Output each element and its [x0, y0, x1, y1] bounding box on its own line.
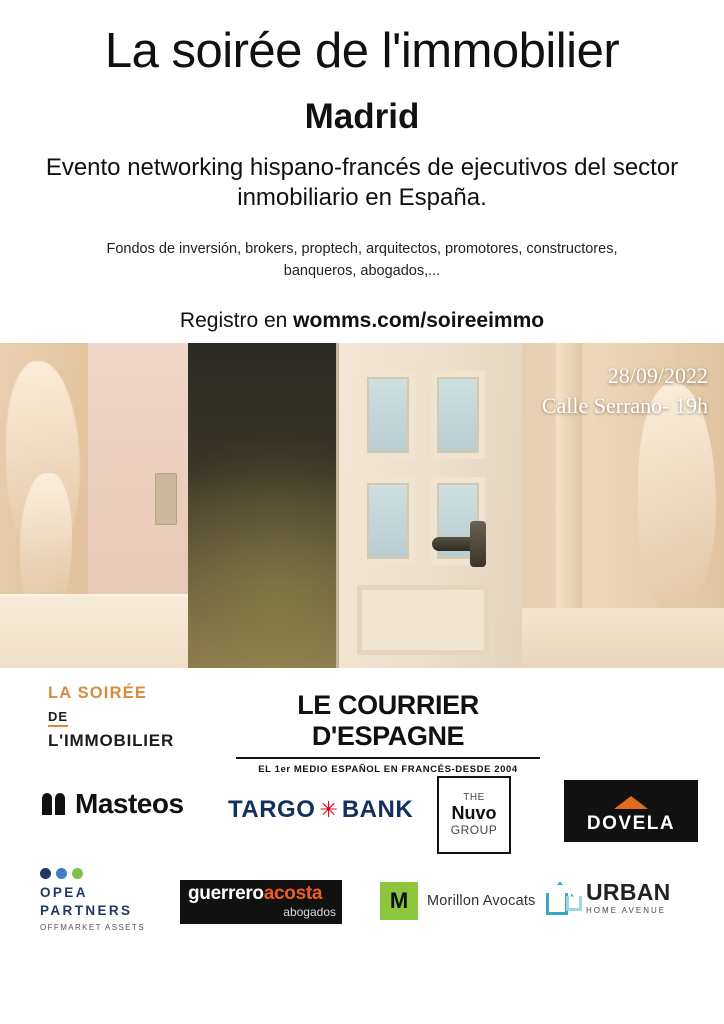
opea-line2: PARTNERS	[40, 902, 133, 918]
event-details-overlay	[542, 361, 708, 420]
logo-targobank	[228, 796, 413, 824]
courrier-divider	[236, 757, 540, 759]
guerrero-wordmark	[188, 884, 336, 903]
left-wall-baseboard	[0, 594, 188, 668]
morillon-wordmark: Morillon Avocats	[427, 892, 536, 909]
venue-photo	[0, 343, 724, 668]
door-handle-base	[470, 521, 486, 567]
courrier-tagline: EL 1er MEDIO ESPAÑOL EN FRANCÉS-DESDE 2004	[258, 763, 518, 775]
logo-urban-home-avenue	[546, 880, 671, 915]
guerrero-part2: acosta	[263, 882, 323, 904]
soiree-line1: LA SOIRÉE	[48, 683, 148, 702]
morillon-mark-icon: M	[380, 882, 418, 920]
urban-house-icon	[546, 881, 582, 915]
logo-le-courrier-despagne	[236, 690, 540, 775]
logo-morillon-avocats	[380, 882, 536, 920]
urban-words	[586, 880, 671, 915]
door	[336, 343, 522, 668]
dovela-wordmark: DOVELA	[586, 812, 676, 834]
targo-part2: BANK	[341, 795, 414, 823]
opea-dots-icon	[40, 868, 160, 879]
event-location: Calle Serrano- 19h	[541, 392, 708, 418]
registration-prefix: Registro en	[179, 308, 294, 332]
registration-line	[22, 309, 702, 333]
soiree-line2-row	[48, 709, 208, 727]
door-glass-panel	[361, 371, 415, 459]
logo-la-soiree-de-limmobilier	[48, 684, 208, 751]
soiree-line3: L'IMMOBILIER	[48, 730, 175, 750]
page-title: La soirée de l'immobilier	[104, 24, 620, 78]
guerrero-sub: abogados	[283, 904, 336, 919]
logo-the-nuvo-group	[437, 776, 511, 854]
logo-guerrero-acosta	[180, 880, 342, 924]
registration-url[interactable]: womms.com/soireeimmo	[293, 308, 545, 332]
targo-star-icon: ✳	[319, 796, 338, 822]
city-subtitle: Madrid	[304, 97, 420, 137]
logo-opea-partners	[40, 868, 160, 932]
opea-line3: OFFMARKET ASSETS	[40, 922, 145, 932]
event-date: 28/09/2022	[607, 362, 708, 388]
sponsor-logos	[0, 668, 724, 1024]
masteos-icon	[42, 793, 65, 815]
nuvo-name: Nuvo	[451, 803, 497, 824]
left-wall-panel	[88, 343, 188, 601]
opea-line1: OPEA	[40, 884, 88, 900]
courrier-title: LE COURRIER D'ESPAGNE	[297, 689, 479, 751]
guerrero-part1: guerrero	[188, 882, 264, 904]
soiree-line2: DE	[48, 709, 68, 727]
logo-dovela	[564, 780, 698, 842]
nuvo-group: GROUP	[450, 823, 498, 838]
targo-part1: TARGO	[228, 795, 316, 823]
masteos-wordmark: Masteos	[75, 787, 184, 819]
urban-sub: HOME AVENUE	[586, 905, 667, 915]
header-block	[0, 0, 724, 343]
dovela-roof-icon	[614, 796, 648, 809]
right-wall-baseboard	[522, 608, 724, 668]
nuvo-the: THE	[463, 791, 485, 803]
event-description: Evento networking hispano-francés de ejecutivos del sector inmobiliario en España.	[45, 154, 679, 212]
light-switch	[155, 473, 177, 525]
logo-masteos	[42, 788, 184, 820]
audience-list: Fondos de inversión, brokers, proptech, arquitectos, promotores, constructores, banqueros, abogados,...	[106, 241, 618, 280]
door-glass-panel	[361, 477, 415, 565]
urban-name: URBAN	[586, 878, 671, 905]
doorway-gap	[188, 343, 336, 668]
door-glass-panel	[431, 371, 485, 459]
door-lower-panel	[357, 585, 489, 655]
